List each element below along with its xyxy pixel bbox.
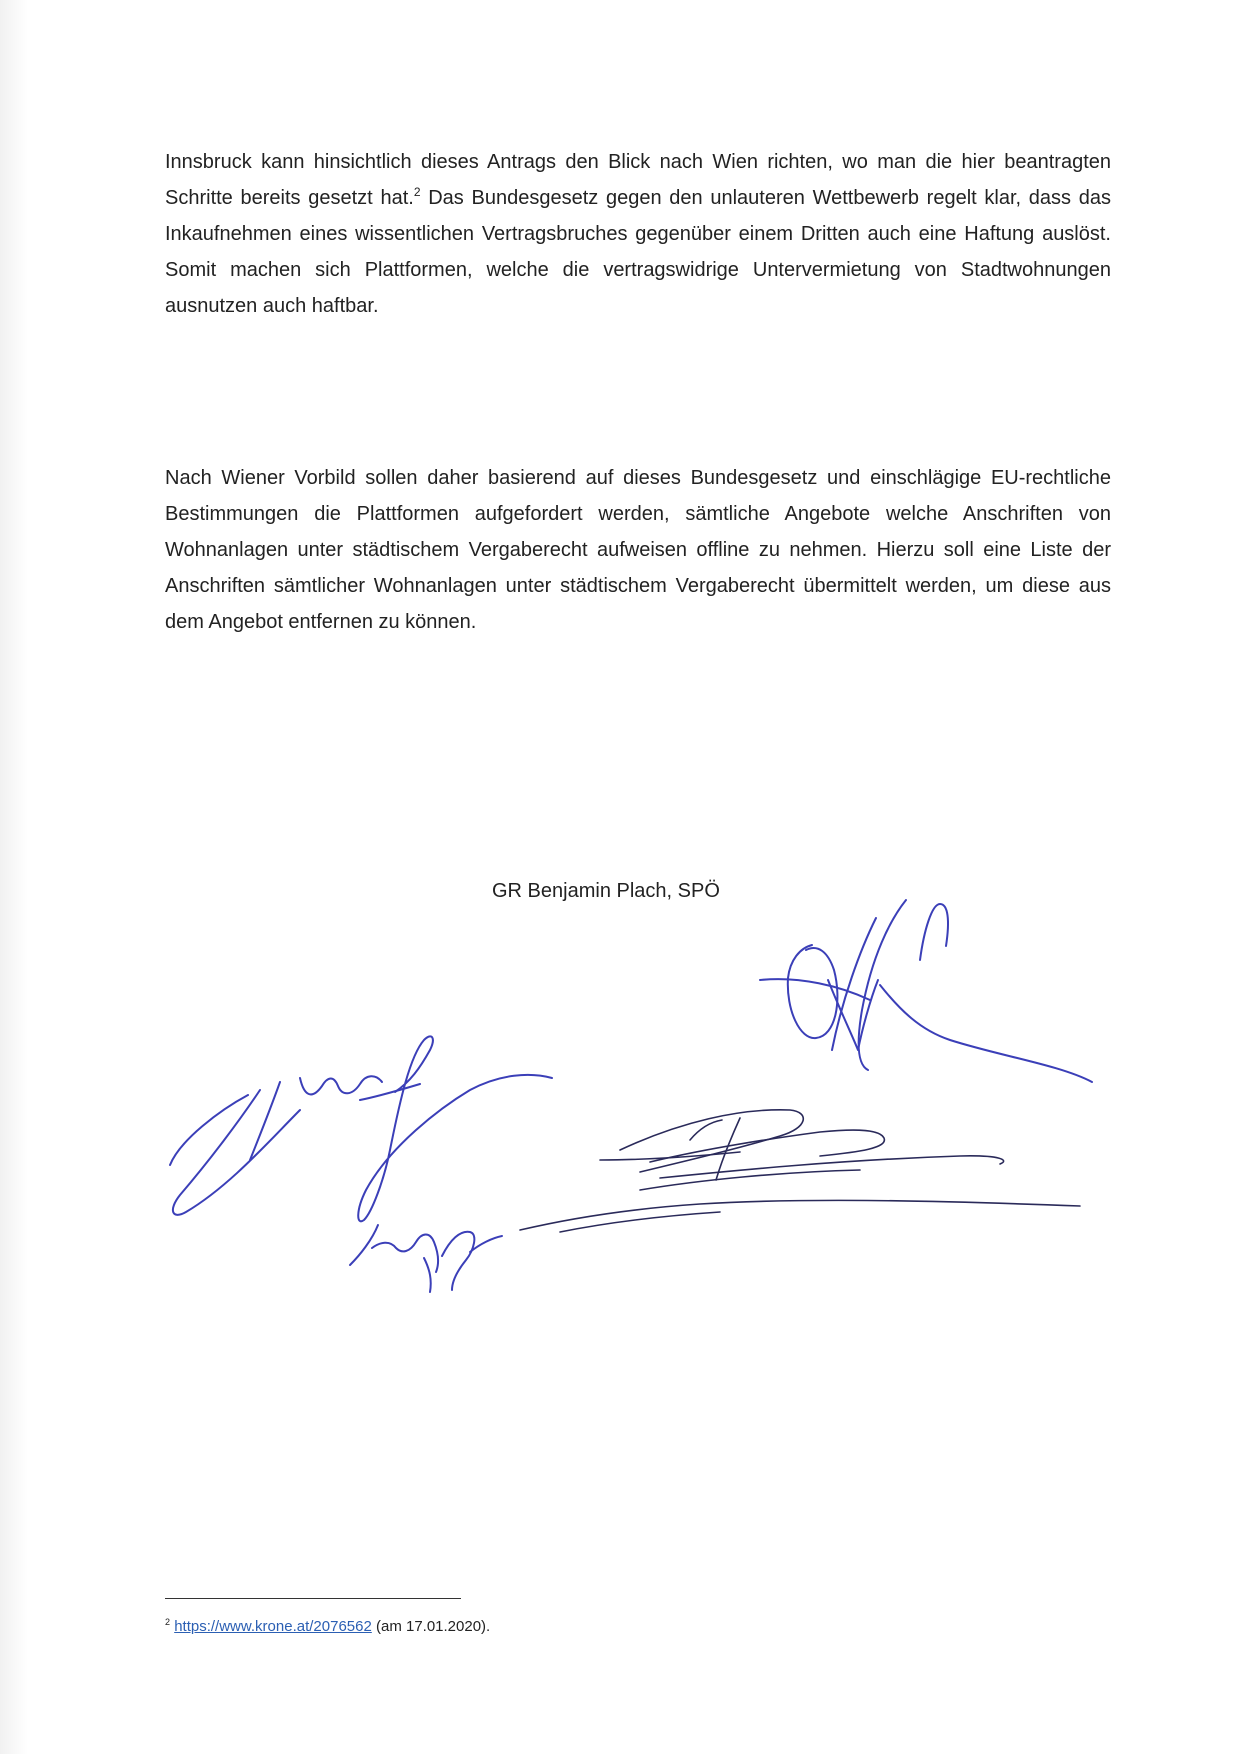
footnote <box>165 1616 490 1638</box>
signature-bottom-left <box>170 1036 552 1292</box>
footnote-link[interactable]: https://www.krone.at/2076562 <box>174 1618 372 1635</box>
paragraph-2: Nach Wiener Vorbild sollen daher basierend auf dieses Bundesgesetz und einschlägige EU-rechtliche Bestimmungen die Plattformen aufgefordert werden, sämtliche Angebote welche Anschriften von Wohnanlagen unter städtischem Vergaberecht aufweisen offline zu nehmen. Hierzu soll eine Liste der Anschriften sämtlicher Wohnanlagen unter städtischem Vergaberecht übermittelt werden, um diese aus dem Angebot entfernen zu können. <box>165 467 1111 633</box>
footnote-number: 2 <box>165 1617 171 1627</box>
footnote-suffix: (am 17.01.2020). <box>371 1618 491 1635</box>
footnote-rule <box>165 1598 461 1599</box>
footnote-reference[interactable]: 2 <box>413 185 421 199</box>
handwritten-signatures <box>0 860 1240 1320</box>
signature-top-right <box>760 900 1092 1082</box>
paragraph-1 <box>165 144 1111 324</box>
signature-bottom-right <box>520 1110 1080 1232</box>
paragraph-1-text-after: Das Bundesgesetz gegen den unlauteren Wettbewerb regelt klar, dass das Inkaufnehmen eines wissentlichen Vertragsbruches gegenüber einem Dritten auch eine Haftung auslöst. Somit machen sich Plattformen, welche die vertragswidrige Untervermietung von Stadtwohnungen ausnutzen auch haftbar. <box>165 187 1111 317</box>
signer-name: GR Benjamin Plach, SPÖ <box>492 880 720 902</box>
paragraph-1-text-before: Innsbruck kann hinsichtlich dieses Antrags den Blick nach Wien richten, wo man die hier beantragten Schritte bereits gesetzt hat. <box>165 151 1111 209</box>
